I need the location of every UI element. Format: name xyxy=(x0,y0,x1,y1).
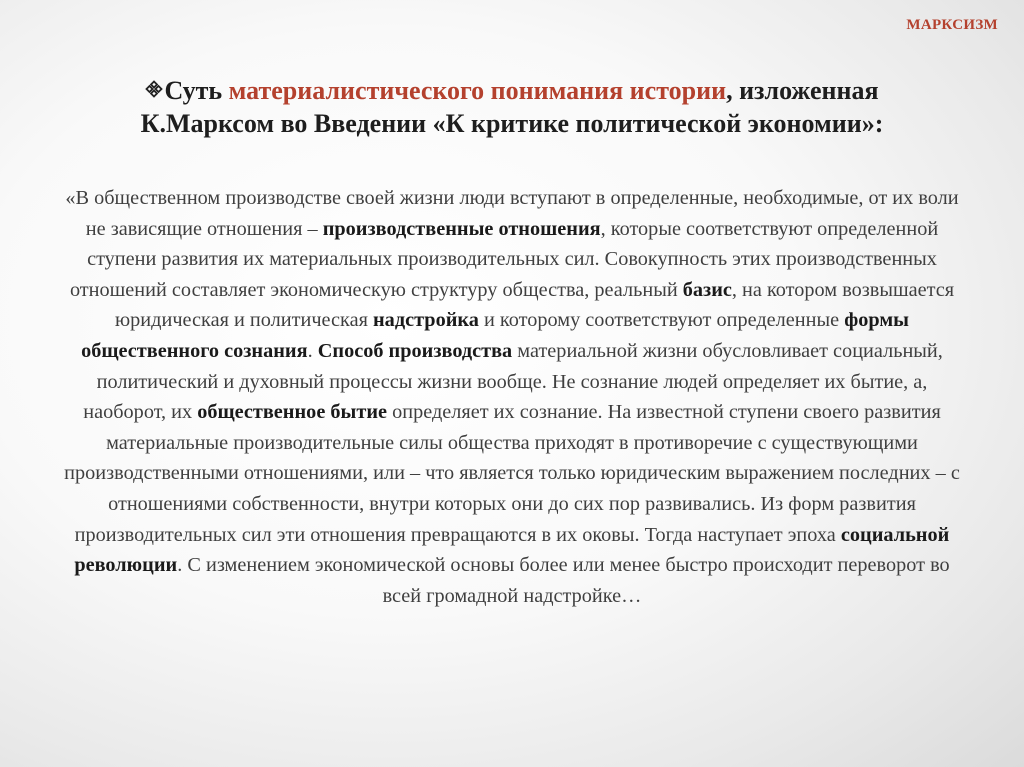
quote-segment: , которые соответствуют определенной ступени развития их материальных производительных сил. Совокупность этих производственных отношений составляет экономическую структуру общества, реальный xyxy=(69,217,939,301)
quote-term-forms-of-consciousness: формы общественного сознания xyxy=(81,309,909,362)
quote-term-basis: базис xyxy=(682,278,732,301)
quote-segment: «В общественном производстве своей жизни люди вступают в определенные, необходимые, от их воли не зависящие отношения – xyxy=(65,187,959,240)
quote-segment: . xyxy=(307,339,318,362)
marx-quote xyxy=(56,183,968,611)
quote-term-production-relations: производственные отношения xyxy=(322,217,601,240)
quote-segment: и которому соответствуют определенные xyxy=(478,309,845,332)
heading-text-start: Суть xyxy=(164,76,229,105)
quote-segment: определяет их сознание. На известной ступени своего развития материальные производительные силы общества приходят в противоречие с существующими производственными отношениями, или – что является только юридическим выражением последних – с отношениями собственности, внутри которых они до сих пор развивались. Из форм развития производительных сил эти отношения превращаются в их оковы. Тогда наступает эпоха xyxy=(64,401,960,546)
quote-term-social-being: общественное бытие xyxy=(197,401,388,424)
section-label: МАРКСИЗМ xyxy=(906,17,998,33)
heading-text-end: , изложенная К.Марксом во Введении «К критике политической экономии»: xyxy=(140,76,884,138)
quote-segment: , на котором возвышается юридическая и политическая xyxy=(115,278,955,332)
slide-heading xyxy=(80,74,944,140)
heading-accent: материалистического понимания истории xyxy=(228,76,727,105)
diamond-bullet-icon xyxy=(145,80,163,98)
quote-term-mode-of-production: Способ производства xyxy=(317,339,513,362)
quote-segment: материальной жизни обусловливает социальный, политический и духовный процессы жизни вообще. Не сознание людей определяет их бытие, а, наоборот, их xyxy=(83,339,943,424)
quote-term-superstructure: надстройка xyxy=(373,309,479,332)
quote-segment: . С изменением экономической основы более или менее быстро происходит переворот во всей громадной надстройке… xyxy=(177,554,950,607)
quote-term-social-revolution: социальной революции xyxy=(74,523,950,577)
